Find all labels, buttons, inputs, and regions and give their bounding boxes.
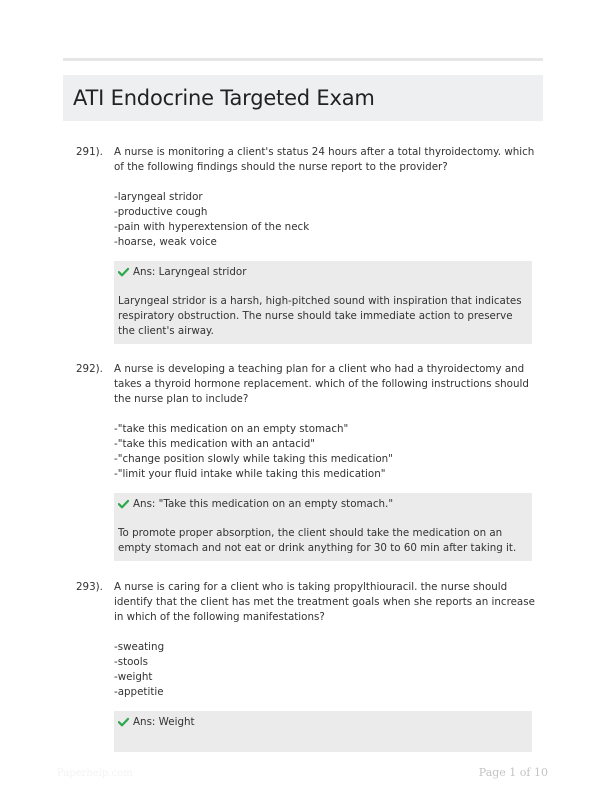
answer-spacer: [118, 730, 528, 750]
question-text: A nurse is developing a teaching plan for a client who had a thyroidectomy and takes a thyroid hormone replacement. which of the following instructions should the nurse plan to include?: [114, 363, 529, 405]
answer-text: Ans: Laryngeal stridor: [133, 265, 247, 278]
option-item: -pain with hyperextension of the neck: [114, 221, 310, 233]
answer-text: Ans: "Take this medication on an empty stomach.": [133, 497, 394, 510]
option-item: -"change position slowly while taking this medication": [114, 453, 393, 465]
question-number: 293).: [76, 581, 103, 593]
option-item: -stools: [114, 656, 148, 668]
check-icon: [118, 499, 129, 509]
top-divider: [63, 58, 543, 61]
question-292: [76, 362, 536, 561]
option-list: [114, 190, 536, 250]
option-item: -laryngeal stridor: [114, 191, 203, 203]
answer-text: Ans: Weight: [133, 715, 195, 728]
check-icon: [118, 717, 129, 727]
question-text: A nurse is caring for a client who is taking propylthiouracil. the nurse should identify that the client has met the treatment goals when she reports an increase in which of the following manifestations?: [114, 581, 535, 623]
title-banner: [63, 75, 543, 121]
option-item: -weight: [114, 671, 153, 683]
question-291: [76, 145, 536, 344]
question-text: A nurse is monitoring a client's status 24 hours after a total thyroidectomy. which of the following findings should the nurse report to the provider?: [114, 146, 535, 173]
option-list: [114, 422, 536, 482]
option-list: [114, 640, 536, 700]
option-item: -"take this medication with an antacid": [114, 438, 316, 450]
question-number: 292).: [76, 363, 103, 375]
option-item: -sweating: [114, 641, 165, 653]
option-item: -"limit your fluid intake while taking this medication": [114, 468, 386, 480]
question-293: [76, 580, 536, 752]
option-item: -hoarse, weak voice: [114, 236, 217, 248]
page-number: Page 1 of 10: [478, 766, 548, 779]
option-item: -productive cough: [114, 206, 208, 218]
explanation-text: To promote proper absorption, the client should take the medication on an empty stomach and not eat or drink anything for 30 to 60 min after taking it.: [118, 527, 517, 554]
footer-watermark: Paperhelp.com: [57, 768, 133, 779]
document-title: ATI Endocrine Targeted Exam: [73, 86, 375, 110]
option-item: -appetitie: [114, 686, 164, 698]
option-item: -"take this medication on an empty stomach": [114, 423, 349, 435]
answer-box: [114, 261, 532, 344]
answer-box: [114, 493, 532, 561]
explanation-text: Laryngeal stridor is a harsh, high-pitched sound with inspiration that indicates respiratory obstruction. The nurse should take immediate action to preserve the client's airway.: [118, 295, 522, 337]
check-icon: [118, 267, 129, 277]
question-number: 291).: [76, 146, 103, 158]
answer-box: [114, 711, 532, 752]
